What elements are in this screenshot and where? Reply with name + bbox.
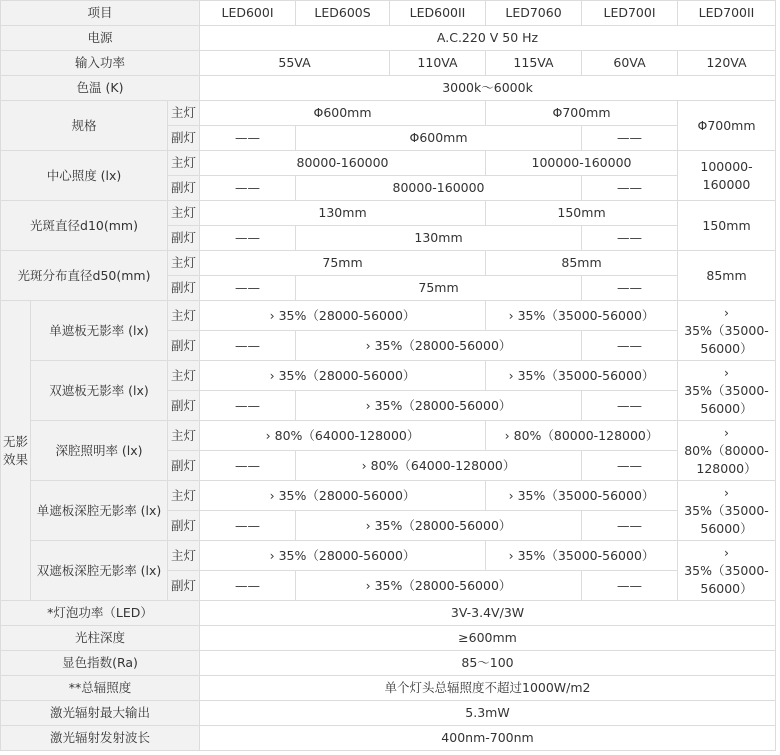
deep-cavity-sub: › 80%（64000-128000） — [296, 451, 582, 481]
laser-wave-value: 400nm-700nm — [200, 726, 776, 751]
color-temp-value: 3000k～6000k — [200, 76, 776, 101]
single-plate-last: › 35%（35000-56000） — [678, 301, 776, 361]
single-plate-main-a: › 35%（28000-56000） — [200, 301, 486, 331]
table-row — [1, 151, 776, 176]
input-power-value: 55VA — [200, 51, 390, 76]
dash: —— — [582, 176, 678, 201]
d50-main-a: 75mm — [200, 251, 486, 276]
center-lux-last: 100000-160000 — [678, 151, 776, 201]
double-deep-main-b: › 35%（35000-56000） — [486, 541, 678, 571]
double-deep-sub: › 35%（28000-56000） — [296, 571, 582, 601]
cri-value: 85～100 — [200, 651, 776, 676]
row-label: 深腔照明率 (lx) — [31, 421, 168, 481]
shadowless-group-label: 无影效果 — [1, 301, 31, 601]
spec-main-a: Φ600mm — [200, 101, 486, 126]
double-deep-last: › 35%（35000-56000） — [678, 541, 776, 601]
table-row — [1, 626, 776, 651]
sub-light-label: 副灯 — [168, 391, 200, 421]
row-label: **总辐照度 — [1, 676, 200, 701]
sub-light-label: 副灯 — [168, 451, 200, 481]
row-label: 双遮板深腔无影率 (lx) — [31, 541, 168, 601]
table-row — [1, 201, 776, 226]
row-label: 输入功率 — [1, 51, 200, 76]
row-label: *灯泡功率（LED） — [1, 601, 200, 626]
double-deep-main-a: › 35%（28000-56000） — [200, 541, 486, 571]
center-lux-main-a: 80000-160000 — [200, 151, 486, 176]
main-light-label: 主灯 — [168, 201, 200, 226]
main-light-label: 主灯 — [168, 301, 200, 331]
table-row — [1, 361, 776, 391]
laser-max-value: 5.3mW — [200, 701, 776, 726]
single-deep-sub: › 35%（28000-56000） — [296, 511, 582, 541]
spec-main-b: Φ700mm — [486, 101, 678, 126]
row-label: 双遮板无影率 (lx) — [31, 361, 168, 421]
main-light-label: 主灯 — [168, 101, 200, 126]
single-deep-main-b: › 35%（35000-56000） — [486, 481, 678, 511]
dash: —— — [582, 571, 678, 601]
row-label: 电源 — [1, 26, 200, 51]
dash: —— — [582, 331, 678, 361]
sub-light-label: 副灯 — [168, 571, 200, 601]
sub-light-label: 副灯 — [168, 511, 200, 541]
model-header: LED700I — [582, 1, 678, 26]
dash: —— — [200, 571, 296, 601]
row-label: 规格 — [1, 101, 168, 151]
d10-main-b: 150mm — [486, 201, 678, 226]
double-plate-main-b: › 35%（35000-56000） — [486, 361, 678, 391]
dash: —— — [200, 226, 296, 251]
dash: —— — [582, 126, 678, 151]
dash: —— — [582, 226, 678, 251]
center-lux-sub: 80000-160000 — [296, 176, 582, 201]
deep-cavity-main-b: › 80%（80000-128000） — [486, 421, 678, 451]
dash: —— — [582, 451, 678, 481]
header-row — [1, 1, 776, 26]
main-light-label: 主灯 — [168, 421, 200, 451]
deep-cavity-last: › 80%（80000-128000） — [678, 421, 776, 481]
dash: —— — [582, 511, 678, 541]
sub-light-label: 副灯 — [168, 176, 200, 201]
single-plate-main-b: › 35%（35000-56000） — [486, 301, 678, 331]
table-row — [1, 421, 776, 451]
row-label: 光斑分布直径d50(mm) — [1, 251, 168, 301]
table-row — [1, 651, 776, 676]
d10-main-a: 130mm — [200, 201, 486, 226]
dash: —— — [200, 511, 296, 541]
dash: —— — [200, 331, 296, 361]
row-label: 激光辐射发射波长 — [1, 726, 200, 751]
double-plate-main-a: › 35%（28000-56000） — [200, 361, 486, 391]
row-label: 光柱深度 — [1, 626, 200, 651]
input-power-value: 60VA — [582, 51, 678, 76]
main-light-label: 主灯 — [168, 481, 200, 511]
dash: —— — [200, 391, 296, 421]
table-row — [1, 541, 776, 571]
dash: —— — [200, 451, 296, 481]
row-label: 激光辐射最大输出 — [1, 701, 200, 726]
dash: —— — [582, 391, 678, 421]
d10-sub: 130mm — [296, 226, 582, 251]
table-row — [1, 676, 776, 701]
model-header: LED600II — [390, 1, 486, 26]
spec-last: Φ700mm — [678, 101, 776, 151]
row-label: 色温 (K) — [1, 76, 200, 101]
spec-sub: Φ600mm — [296, 126, 582, 151]
main-light-label: 主灯 — [168, 251, 200, 276]
dash: —— — [200, 126, 296, 151]
main-light-label: 主灯 — [168, 361, 200, 391]
table-row — [1, 51, 776, 76]
d10-last: 150mm — [678, 201, 776, 251]
input-power-value: 120VA — [678, 51, 776, 76]
table-row — [1, 301, 776, 331]
power-supply-value: A.C.220 V 50 Hz — [200, 26, 776, 51]
single-deep-main-a: › 35%（28000-56000） — [200, 481, 486, 511]
total-irradiance-value: 单个灯头总辐照度不超过1000W/m2 — [200, 676, 776, 701]
row-label: 中心照度 (lx) — [1, 151, 168, 201]
model-header: LED600S — [296, 1, 390, 26]
table-row — [1, 701, 776, 726]
table-row — [1, 251, 776, 276]
table-row — [1, 26, 776, 51]
single-deep-last: › 35%（35000-56000） — [678, 481, 776, 541]
column-depth-value: ≥600mm — [200, 626, 776, 651]
model-header: LED700II — [678, 1, 776, 26]
double-plate-sub: › 35%（28000-56000） — [296, 391, 582, 421]
sub-light-label: 副灯 — [168, 226, 200, 251]
single-plate-sub: › 35%（28000-56000） — [296, 331, 582, 361]
model-header: LED600I — [200, 1, 296, 26]
row-label: 显色指数(Ra) — [1, 651, 200, 676]
input-power-value: 110VA — [390, 51, 486, 76]
table-row — [1, 601, 776, 626]
table-row — [1, 101, 776, 126]
main-light-label: 主灯 — [168, 151, 200, 176]
d50-last: 85mm — [678, 251, 776, 301]
bulb-power-value: 3V-3.4V/3W — [200, 601, 776, 626]
dash: —— — [200, 276, 296, 301]
dash: —— — [582, 276, 678, 301]
header-item-label: 项目 — [1, 1, 200, 26]
row-label: 光斑直径d10(mm) — [1, 201, 168, 251]
center-lux-main-b: 100000-160000 — [486, 151, 678, 176]
table-row — [1, 481, 776, 511]
model-header: LED7060 — [486, 1, 582, 26]
row-label: 单遮板深腔无影率 (lx) — [31, 481, 168, 541]
sub-light-label: 副灯 — [168, 331, 200, 361]
table-row — [1, 76, 776, 101]
sub-light-label: 副灯 — [168, 126, 200, 151]
deep-cavity-main-a: › 80%（64000-128000） — [200, 421, 486, 451]
input-power-value: 115VA — [486, 51, 582, 76]
table-row — [1, 726, 776, 751]
double-plate-last: › 35%（35000-56000） — [678, 361, 776, 421]
sub-light-label: 副灯 — [168, 276, 200, 301]
dash: —— — [200, 176, 296, 201]
main-light-label: 主灯 — [168, 541, 200, 571]
row-label: 单遮板无影率 (lx) — [31, 301, 168, 361]
d50-main-b: 85mm — [486, 251, 678, 276]
d50-sub: 75mm — [296, 276, 582, 301]
